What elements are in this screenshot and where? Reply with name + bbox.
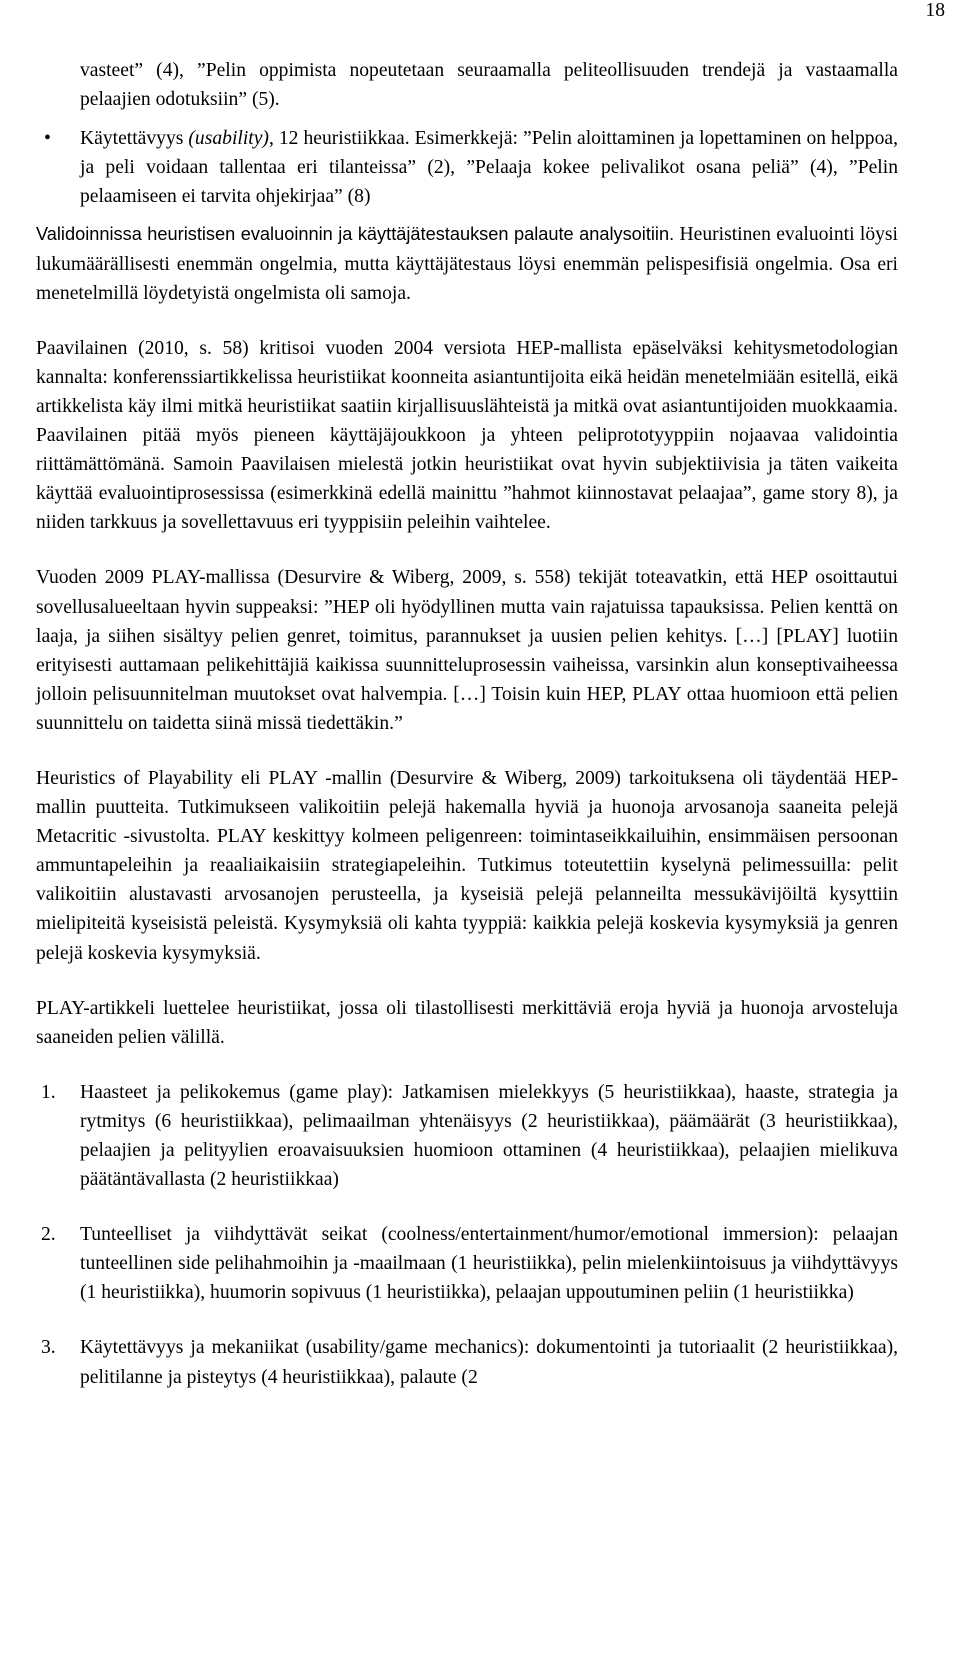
validation-first-line: Validoinnissa heuristisen evaluoinnin ja käyttäjätestauksen palaute analysoitiin.: [36, 224, 675, 245]
list-item-text: Tunteelliset ja viihdyttävät seikat (coolness/entertainment/humor/emotional immersion): pelaajan tunteellinen side pelihahmoihin ja -maailmaan (1 heuristiikka), pelin mielenkiintoisuus ja viihdyttävyys (1 heuristiikka), huumorin sopivuus (1 heuristiikka), pelaajan uppoutuminen peliin (1 heuristiikka): [80, 1224, 898, 1304]
continued-bullet-text: vasteet” (4), ”Pelin oppimista nopeutetaan seuraamalla peliteollisuuden trendejä ja vastaamalla pelaajien odotuksiin” (5).: [80, 60, 898, 111]
paragraph-heuristics-of-playability: Heuristics of Playability eli PLAY -mallin (Desurvire & Wiberg, 2009) tarkoituksena oli täydentää HEP-mallin puutteita. Tutkimukseen valikoitiin pelejä hakemalla hyviä ja huonoja arvosanoja saaneita pelejä Metacritic -sivustolta. PLAY keskittyy kolmeen peligenreen: toimintaseikkailuihin, ensimmäisen persoonan ammuntapeleihin ja reaaliaikaisiin strategiapeleihin. Tutkimus toteutettiin kyselynä pelimessuilla: pelit valikoitiin alustavasti arvosanojen perusteella, ja kyseisiä pelejä pelanneilta messukävijöiltä kysyttiin mielipiteitä kyseisistä peleistä. Kysymyksiä oli kahta tyyppiä: kaikkia pelejä koskevia kysymyksiä ja genren pelejä koskevia kysymyksiä.: [36, 767, 898, 964]
page-number: 18: [925, 0, 945, 21]
paragraph-play-article: PLAY-artikkeli luettelee heuristiikat, jossa oli tilastollisesti merkittäviä eroja hyviä ja huonoja arvosteluja saaneiden pelien välillä.: [36, 997, 898, 1048]
list-item-number: 2.: [41, 1224, 56, 1246]
list-item: [36, 1333, 898, 1391]
bullet-marker: •: [44, 128, 51, 150]
document-body: [36, 56, 898, 1418]
list-item-text: Käytettävyys ja mekaniikat (usability/game mechanics): dokumentointi ja tutoriaalit (2 heuristiikkaa), pelitilanne ja pisteytys (4 heuristiikkaa), palaute (2: [80, 1337, 898, 1388]
usability-bullet-text: , 12 heuristiikkaa. Esimerkkejä: ”Pelin aloittaminen ja lopettaminen on helppoa, ja peli voidaan tallentaa eri tilanteissa” (2), ”Pelaaja kokee pelivalikot osana peliä” (4), ”Pelin pelaamiseen ei tarvita ohjekirjaa” (8): [80, 128, 898, 208]
validation-rest: Heuristinen evaluointi löysi lukumäärällisesti enemmän ongelmia, mutta käyttäjätestaus löysi enemmän pelispesifisiä ongelmia. Osa eri menetelmillä löydetyistä ongelmista oli samoja.: [36, 224, 898, 304]
paragraph-paavilainen: Paavilainen (2010, s. 58) kritisoi vuoden 2004 versiota HEP-mallista epäselväksi kehitysmetodologian kannalta: konferenssiartikkelissa heuristiikat koonneita asiantuntijoita eikä heidän menetelmiään esitellä, eikä artikkelista käy ilmi mitkä heuristiikat saatiin kirjallisuuslähteistä ja mitkä ovat asiantuntijoiden muokkaamia. Paavilainen pitää myös pieneen käyttäjäjoukkoon ja yhteen peliprototyyppiin nojaavaa validointia riittämättömänä. Samoin Paavilaisen mielestä jotkin heuristiikat ovat hyvin subjektiivisia ja täten vaikeita käyttää evaluointiprosessissa (esimerkkinä edellä mainittu ”hahmot kiinnostavat pelaajaa”, game story 8), ja niiden tarkkuus ja sovellettavuus eri tyyppisiin peleihin vaihtelee.: [36, 337, 898, 534]
list-item-text: Haasteet ja pelikokemus (game play): Jatkamisen mielekkyys (5 heuristiikkaa), haaste, strategia ja rytmitys (6 heuristiikkaa), pelimaailman yhtenäisyys (2 heuristiikkaa), päämäärät (3 heuristiikkaa), pelaajien ja pelityylien eroavaisuuksien huomioon ottaminen (4 heuristiikkaa), pelaajien mielikuva päätäntävallasta (2 heuristiikkaa): [80, 1081, 898, 1191]
paragraph-validation: [36, 220, 898, 307]
list-item-number: 3.: [41, 1337, 56, 1359]
list-item-number: 1.: [41, 1081, 56, 1103]
usability-bullet-lead: Käytettävyys: [80, 128, 189, 150]
usability-bullet: [36, 124, 898, 211]
paragraph-play-2009: Vuoden 2009 PLAY-mallissa (Desurvire & Wiberg, 2009, s. 558) tekijät toteavatkin, että HEP osoittautui sovellusalueeltaan hyvin suppeaksi: ”HEP oli hyödyllinen mutta vain rajatuissa tapauksissa. Pelien kenttä on laaja, ja siihen sisältyy pelien genret, toimitus, parannukset ja uusien pelien kehitys. […] [PLAY] luotiin erityisesti auttamaan pelikehittäjiä kaikissa suunnitteluprosessin vaiheissa, varsinkin alun konseptivaiheessa jolloin pelisuunnitelman muutokset ovat halvempia. […] Toisin kuin HEP, PLAY ottaa huomioon että pelien suunnittelu on taidetta siinä missä tiedettäkin.”: [36, 567, 898, 734]
list-item: [36, 1078, 898, 1194]
list-item: [36, 1220, 898, 1307]
usability-bullet-italic: (usability): [188, 128, 269, 150]
